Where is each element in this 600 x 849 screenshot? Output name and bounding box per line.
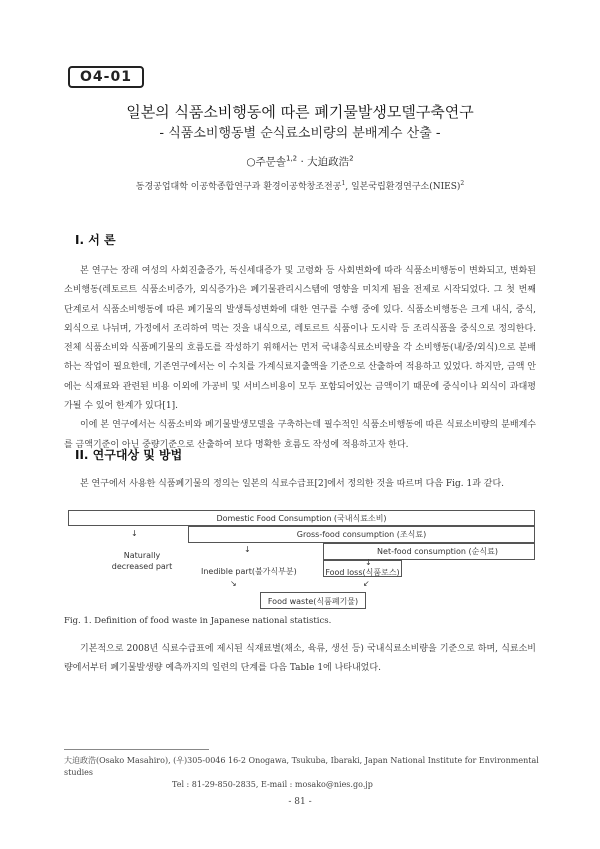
author-2-sup: 2 (349, 154, 354, 163)
food-loss-label: Food loss(식품로스) (325, 568, 400, 577)
method-paragraph: 본 연구에서 사용한 식품폐기물의 정의는 일본의 식료수급표[2]에서 정의한 것을 따르며 다음 Fig. 1과 같다. (80, 479, 505, 489)
arrow-down-natural: ↓ (131, 529, 138, 538)
paper-subtitle: - 식품소비행동별 순식료소비량의 분배계수 산출 - (159, 126, 441, 141)
affiliation-2: , 일본국립환경연구소(NIES) (345, 182, 461, 192)
naturally-decreased-label: Naturally decreased part (111, 551, 173, 571)
author-2: 大迫政浩 (307, 156, 350, 168)
domestic-consumption-label: Domestic Food Consumption (국내식료소비) (216, 514, 387, 523)
affiliation-2-sup: 2 (460, 180, 465, 187)
intro-body (64, 262, 536, 455)
food-waste-definition-diagram (68, 510, 535, 610)
session-badge: O4-01 (68, 66, 144, 88)
arrow-down-inedible: ↓ (244, 545, 251, 554)
footnote (64, 755, 544, 791)
paper-title: 일본의 식품소비행동에 따른 폐기물발생모델구축연구 (126, 103, 474, 121)
affiliation-line (0, 179, 600, 192)
arrow-inedible-to-waste: ↘ (230, 579, 237, 588)
table-intro-body (64, 640, 536, 679)
inedible-part-label: Inedible part(불가식부분) (201, 567, 297, 576)
gross-consumption-label: Gross-food consumption (조식료) (296, 530, 427, 539)
intro-paragraph-1: 본 연구는 장래 여성의 사회진출증가, 독신세대증가 및 고령화 등 사회변화에 따라 식품소비행동이 변화되고, 변화된 소비행동(레토르트 식품소비증가, 외식증가)은 폐기물관리시스템에 영향을 미치게 됨을 전제로 시작되었다. 그 첫 번째 단계로서 식품소비행동에 따른 폐기물의 발생특성변화에 대한 연구를 수행 중에 있다. 식품소비행동은 크게 내식, 중식, 외식으로 나뉘며, 가정에서 조리하여 먹는 것을 내식으로, 레토르트 식품이나 도시락 등 조리식품을 중식으로 정의한다. 전체 식품소비와 식품폐기물의 흐름도를 작성하기 위해서는 먼저 국내총식료소비량을 각 소비행동(내/중/외식)으로 분배하는 작업이 필요한데, 기존연구에서는 이 수치를 가계식료지출액을 기준으로 산출하여 적용하고 있었다. 하지만, 금액 안에는 식재료와 관련된 비용 이외에 가공비 및 서비스비용이 모두 포함되어있는 금액이기 때문에 중식이나 외식이 과대평가될 수 있어 한계가 있다[1]. (64, 266, 536, 412)
intro-paragraph-2: 이에 본 연구에서는 식품소비와 폐기물발생모델을 구축하는데 필수적인 식품소비행동에 따른 식료소비량의 분배계수를 금액기준이 아닌 중량기준으로 산출하여 보다 명확한 흐름도 작성에 적용하고자 한다. (64, 420, 536, 450)
method-body (64, 475, 536, 494)
table-intro-paragraph: 기본적으로 2008년 식료수급표에 제시된 식재료별(채소, 육류, 생선 등) 국내식료소비량을 기준으로 하며, 식료소비량에서부터 폐기물발생량 예측까지의 일련의 단계를 다음 Table 1에 나타내었다. (64, 644, 536, 674)
food-waste-label: Food waste(식품폐기물) (267, 597, 359, 606)
arrow-loss-to-waste: ↙ (363, 579, 370, 588)
footnote-line-2: Tel : 81-29-850-2835, E-mail : mosako@nies.go.jp (172, 780, 373, 789)
affiliation-1: 동경공업대학 이공학종합연구과 환경이공학창조전공 (135, 182, 342, 192)
section-heading-intro: I. 서 론 (75, 233, 116, 247)
footnote-rule (64, 749, 209, 750)
affiliation-1-sup: 1 (341, 180, 346, 187)
footnote-line-1: 大迫政浩(Osako Masahiro), (우)305-0046 16-2 Onogawa, Tsukuba, Ibaraki, Japan National Institute for Environmental studies (64, 756, 539, 777)
net-consumption-label: Net-food consumption (순식료) (377, 547, 498, 556)
section-heading-method: II. 연구대상 및 방법 (75, 448, 183, 462)
figure-caption: Fig. 1. Definition of food waste in Japanese national statistics. (64, 616, 332, 626)
author-separator: · (297, 156, 308, 168)
author-1: ○주문솔 (246, 156, 286, 168)
author-1-sup: 1,2 (285, 154, 298, 163)
page-number: - 81 - (288, 797, 312, 807)
arrow-down-loss: ↓ (365, 558, 372, 567)
author-line (0, 154, 600, 169)
